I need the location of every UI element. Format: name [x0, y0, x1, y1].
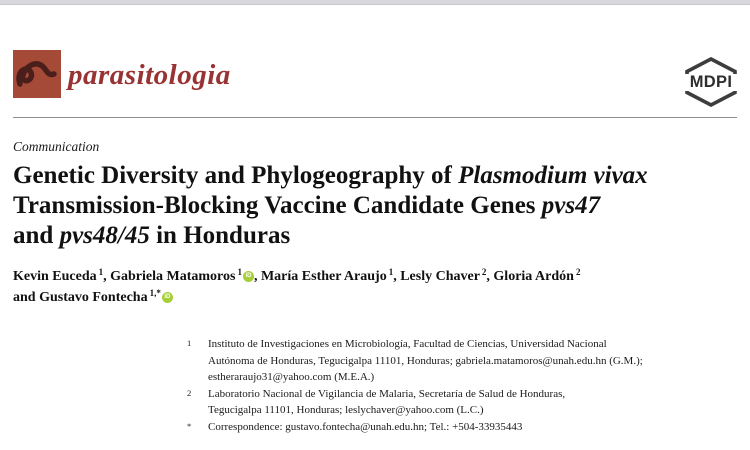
affiliation-text-line: estheraraujo31@yahoo.com (M.E.A.)	[208, 371, 375, 383]
title-text: Genetic Diversity and Phylogeography of	[13, 162, 459, 189]
author-name: Kevin Euceda	[13, 269, 97, 284]
author-separator: ,	[486, 269, 494, 284]
article-title	[13, 161, 693, 251]
author-prefix: and	[13, 290, 40, 305]
affiliation-text-line: Instituto de Investigaciones en Microbiología, Facultad de Ciencias, Universidad Nacional	[208, 338, 607, 350]
affiliation-2	[185, 386, 705, 419]
author-affiliation-sup: 2	[481, 267, 487, 277]
window-top-strip	[0, 0, 750, 5]
title-text: and	[13, 222, 60, 249]
title-gene-italic: pvs48/45	[59, 222, 150, 249]
correspondence	[185, 419, 705, 436]
title-species-italic: Plasmodium vivax	[458, 162, 648, 189]
correspondence-text-line: Correspondence: gustavo.fontecha@unah.edu.hn; Tel.: +504-33935443	[208, 420, 523, 433]
author-name: Gloria Ardón	[493, 269, 574, 284]
author	[400, 269, 493, 284]
mdpi-logo[interactable]	[682, 57, 740, 107]
affiliation-1	[185, 336, 705, 386]
author-list	[13, 266, 693, 308]
header-divider	[13, 117, 737, 118]
author	[110, 269, 261, 284]
orcid-icon[interactable]: iD	[162, 292, 173, 303]
affiliation-text-line: Tegucigalpa 11101, Honduras; leslychaver@yahoo.com (L.C.)	[208, 404, 484, 416]
author-affiliation-sup: 2	[575, 267, 581, 277]
affiliation-marker: 1	[187, 338, 192, 348]
author	[261, 269, 400, 284]
parasitologia-logo[interactable]	[13, 50, 61, 98]
author-affiliation-sup: 1	[388, 267, 394, 277]
title-line-3	[13, 221, 693, 251]
title-line-1	[13, 161, 693, 191]
title-text: Transmission-Blocking Vaccine Candidate Genes	[13, 192, 542, 219]
orcid-icon[interactable]: iD	[243, 271, 254, 282]
author-affiliation-sup: 1	[98, 267, 104, 277]
correspondence-marker: *	[187, 420, 192, 431]
affiliation-marker: 2	[187, 387, 192, 398]
author	[493, 269, 580, 284]
affiliations-block	[185, 336, 705, 435]
author-separator: ,	[393, 269, 401, 284]
journal-name: parasitologia	[68, 59, 231, 91]
title-text: in Honduras	[149, 222, 291, 249]
article-type-label: Communication	[13, 139, 100, 154]
title-line-2	[13, 191, 693, 221]
affiliation-text-line: Laboratorio Nacional de Vigilancia de Malaria, Secretaría de Salud de Honduras,	[208, 387, 566, 400]
author	[13, 269, 110, 284]
mdpi-wordmark: MDPI	[682, 74, 740, 91]
author-name: Gustavo Fontecha	[39, 290, 148, 305]
worm-icon	[13, 50, 61, 98]
author-separator: ,	[253, 269, 261, 284]
author-name: Lesly Chaver	[400, 269, 480, 284]
affiliation-text-line: Autónoma de Honduras, Tegucigalpa 11101, Honduras; gabriela.matamoros@unah.edu.hn (G.M.);	[208, 354, 643, 367]
author-separator: ,	[103, 269, 111, 284]
author-name: Gabriela Matamoros	[110, 269, 236, 284]
author	[13, 290, 173, 305]
title-gene-italic: pvs47	[541, 192, 601, 219]
author-name: María Esther Araujo	[260, 269, 387, 284]
author-affiliation-sup: 1	[237, 267, 242, 277]
author-affiliation-sup: 1,*	[149, 288, 161, 298]
